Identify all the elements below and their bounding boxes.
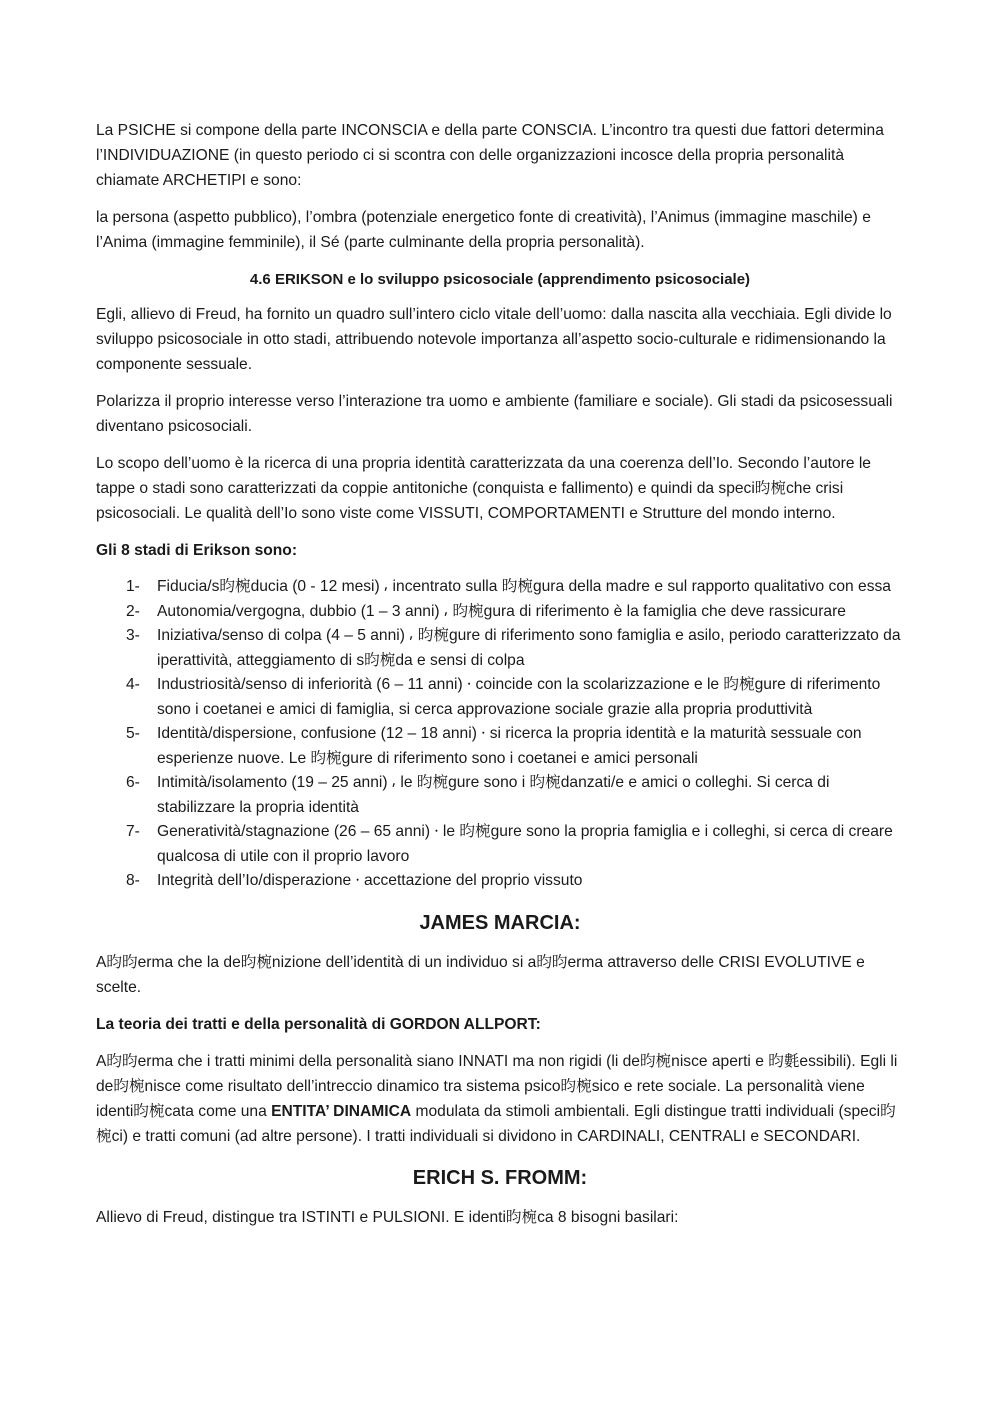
- stage-item: [126, 575, 904, 600]
- paragraph-erikson-scopo: Lo scopo dell’uomo è la ricerca di una propria identità caratterizzata da una coerenza dell’Io. Secondo l’autore le tappe o stadi sono caratterizzati da coppie antitoniche (conquista e fallimento) e quindi da speci昀椀che crisi psicosociali. Le qualità dell’Io sono viste come VISSUTI, COMPORTAMENTI e Strutture del mondo interno.: [96, 455, 871, 522]
- stage-text: Autonomia/vergogna, dubbio (1 – 3 anni) ⸴ 昀椀gura di riferimento è la famiglia che deve rassicurare: [157, 602, 846, 620]
- stage-item: [126, 869, 904, 894]
- stage-item: [126, 624, 904, 673]
- stage-text: Generatività/stagnazione (26 – 65 anni) ⸱ le 昀椀gure sono la propria famiglia e i colleghi, si cerca di creare qualcosa di utile con il proprio lavoro: [157, 823, 893, 865]
- stages-label: Gli 8 stadi di Erikson sono:: [96, 542, 298, 559]
- stage-text: Industriosità/senso di inferiorità (6 – 11 anni) ⸱ coincide con la scolarizzazione e le 昀椀gure di riferimento sono i coetanei e amici di famiglia, si cerca approvazione sociale grazie alla propria produttività: [157, 676, 881, 718]
- paragraph-erikson-interazione: Polarizza il proprio interesse verso l’interazione tra uomo e ambiente (familiare e sociale). Gli stadi da psicosessuali diventano psicosociali.: [96, 393, 893, 435]
- allport-text-a: A昀昀erma che i tratti minimi della personalità siano INNATI ma non rigidi (li de昀椀nisce aperti e 昀氀essibili). Egli li de昀椀nisce come risultato dell’intreccio dinamico tra sistema psico昀椀sico e rete sociale. La personalità viene identi昀椀cata come una: [96, 1052, 898, 1120]
- stage-text: Fiducia/s昀椀ducia (0 - 12 mesi) ⸴ incentrato sulla 昀椀gura della madre e sul rapporto qualitativo con essa: [157, 578, 891, 595]
- stage-item: [126, 820, 904, 869]
- stage-text: Integrità dell’Io/disperazione ⸱ accettazione del proprio vissuto: [157, 872, 583, 889]
- paragraph-archetipi: la persona (aspetto pubblico), l’ombra (potenziale energetico fonte di creatività), l’Animus (immagine maschile) e l’Anima (immagine femminile), il Sé (parte culminante della propria personalità).: [96, 209, 871, 251]
- paragraph-marcia: A昀昀erma che la de昀椀nizione dell’identità di un individuo si a昀昀erma attraverso delle CRISI EVOLUTIVE e scelte.: [96, 953, 865, 996]
- stage-number: 4-: [126, 676, 140, 693]
- stage-item: [126, 673, 904, 722]
- stage-text: Identità/dispersione, confusione (12 – 18 anni) ⸱ si ricerca la propria identità e la maturità sessuale con esperienze nuove. Le 昀椀gure di riferimento sono i coetanei e amici personali: [157, 725, 862, 767]
- allport-heading: La teoria dei tratti e della personalità di GORDON ALLPORT:: [96, 1015, 541, 1033]
- allport-text-b: modulata da stimoli ambientali. Egli distingue tratti individuali (speci昀椀ci) e tratti comuni (ad altre persone). I tratti individuali si dividono in CARDINALI, CENTRALI e SECONDARI.: [96, 1102, 896, 1145]
- allport-entity-bold: ENTITA’ DINAMICA: [271, 1102, 412, 1120]
- stage-item: [126, 600, 904, 625]
- stage-number: 5-: [126, 725, 140, 742]
- stage-text: Intimità/isolamento (19 – 25 anni) ⸴ le 昀椀gure sono i 昀椀danzati/e e amici o colleghi. Si cerca di stabilizzare la propria identità: [157, 774, 830, 816]
- paragraph-psiche: La PSICHE si compone della parte INCONSCIA e della parte CONSCIA. L’incontro tra questi due fattori determina l’INDIVIDUAZIONE (in questo periodo ci si scontra con delle organizzazioni incosce della propria personalità chiamate ARCHETIPI e sono:: [96, 122, 884, 189]
- fromm-heading: ERICH S. FROMM:: [412, 1166, 588, 1189]
- stage-item: [126, 771, 904, 820]
- stage-number: 3-: [126, 627, 140, 644]
- stage-number: 6-: [126, 774, 140, 791]
- stages-list: [96, 575, 904, 894]
- stage-item: [126, 722, 904, 771]
- erikson-heading: 4.6 ERIKSON e lo sviluppo psicosociale (apprendimento psicosociale): [249, 271, 751, 288]
- marcia-heading: JAMES MARCIA:: [419, 911, 581, 934]
- paragraph-fromm: Allievo di Freud, distingue tra ISTINTI e PULSIONI. E identi昀椀ca 8 bisogni basilari:: [96, 1208, 679, 1226]
- paragraph-allport: [96, 1049, 904, 1149]
- stage-number: 8-: [126, 872, 140, 889]
- paragraph-erikson-intro: Egli, allievo di Freud, ha fornito un quadro sull’intero ciclo vitale dell’uomo: dalla nascita alla vecchiaia. Egli divide lo sviluppo psicosociale in otto stadi, attribuendo notevole importanza all’aspetto socio-culturale e ridimensionando la componente sessuale.: [96, 306, 892, 373]
- stage-number: 1-: [126, 578, 140, 595]
- stage-number: 7-: [126, 823, 140, 840]
- stage-text: Iniziativa/senso di colpa (4 – 5 anni) ⸴ 昀椀gure di riferimento sono famiglia e asilo, periodo caratterizzato da iperattività, atteggiamento di s昀椀da e sensi di colpa: [157, 627, 901, 669]
- stage-number: 2-: [126, 602, 140, 620]
